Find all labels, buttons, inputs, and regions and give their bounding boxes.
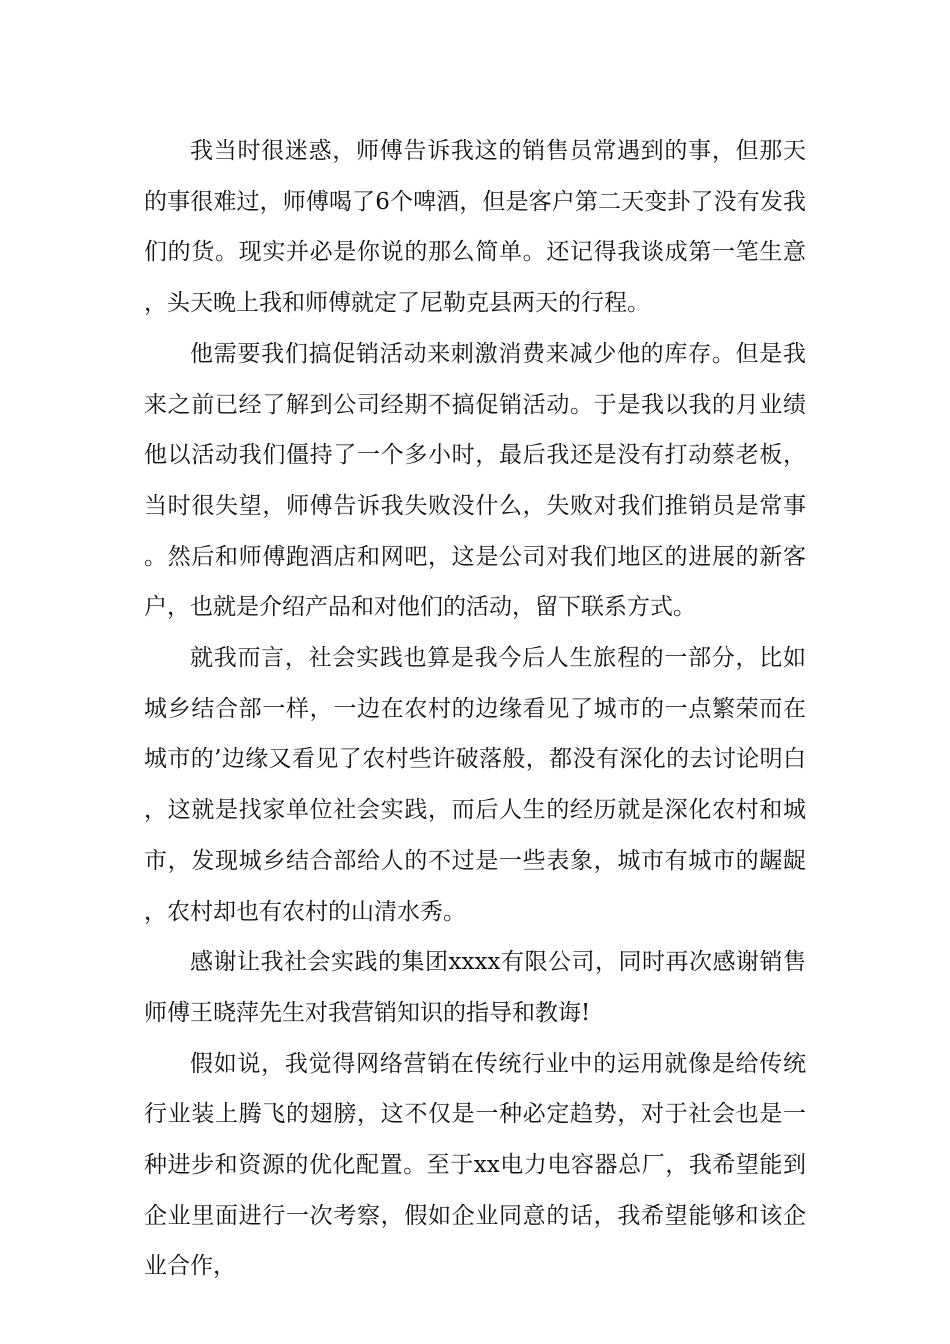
paragraph-4: 感谢让我社会实践的集团xxxx有限公司，同时再次感谢销售师傅王晓萍先生对我营销知识的指导和教诲!	[144, 949, 806, 1026]
paragraph-2: 他需要我们搞促销活动来刺激消费来减少他的库存。但是我来之前已经了解到公司经期不搞促销活动。于是我以我的月业绩他以活动我们僵持了一个多小时，最后我还是没有打动蔡老板，当时很失望，师傅告诉我失败没什么，失败对我们推销员是常事。然后和师傅跑酒店和网吧，这是公司对我们地区的进展的新客户，也就是介绍产品和对他们的活动，留下联系方式。	[144, 340, 806, 621]
document-body	[144, 126, 806, 1292]
paragraph-3: 就我而言，社会实践也算是我今后人生旅程的一部分，比如城乡结合部一样，一边在农村的边缘看见了城市的一点繁荣而在城市的’边缘又看见了农村些许破落般，都没有深化的去讨论明白，这就是找家单位社会实践，而后人生的经历就是深化农村和城市，发现城乡结合部给人的不过是一些表象，城市有城市的龌龊，农村却也有农村的山清水秀。	[144, 645, 806, 925]
paragraph-5: 假如说，我觉得网络营销在传统行业中的运用就像是给传统行业装上腾飞的翅膀，这不仅是一种必定趋势，对于社会也是一种进步和资源的优化配置。至于xx电力电容器总厂，我希望能到企业里面进行一次考察，假如企业同意的话，我希望能够和该企业合作，	[144, 1050, 806, 1280]
paragraph-1: 我当时很迷惑，师傅告诉我这的销售员常遇到的事，但那天的事很难过，师傅喝了6个啤酒，但是客户第二天变卦了没有发我们的货。现实并必是你说的那么简单。还记得我谈成第一笔生意，头天晚上我和师傅就定了尼勒克县两天的行程。	[144, 138, 806, 317]
